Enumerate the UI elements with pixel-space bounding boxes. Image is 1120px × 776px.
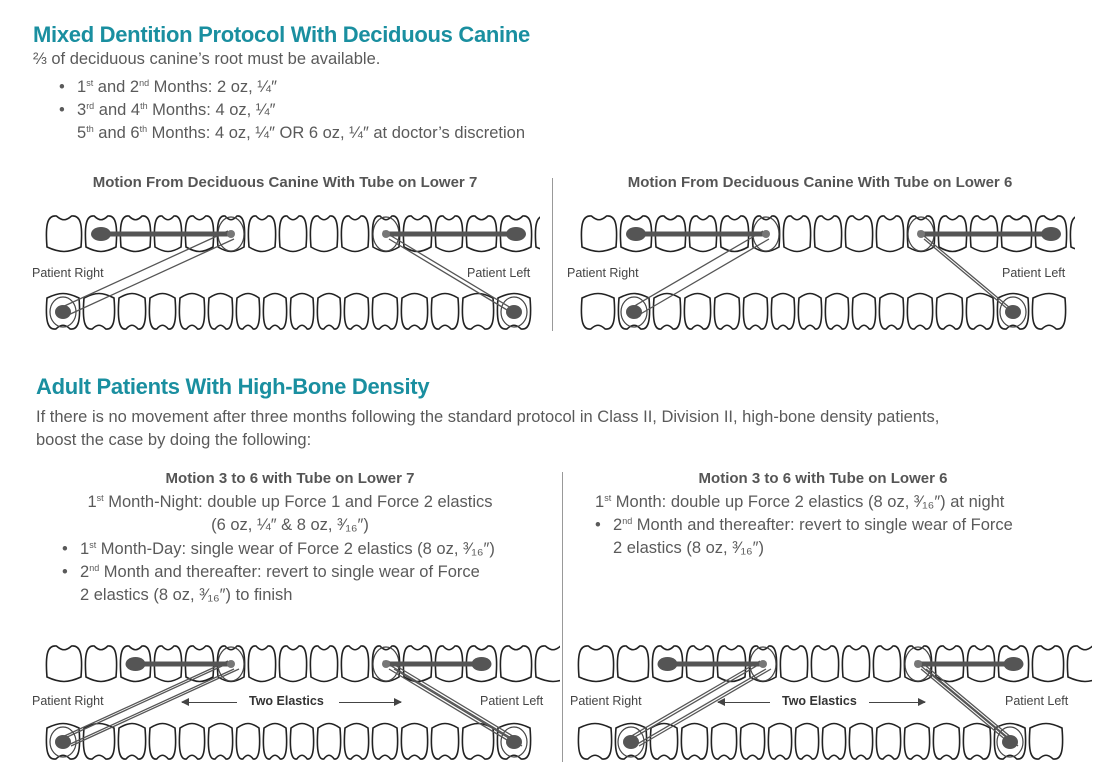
tooth bbox=[310, 216, 337, 252]
section2-title: Adult Patients With High-Bone Density bbox=[36, 374, 430, 399]
tooth bbox=[263, 724, 286, 760]
tooth bbox=[46, 216, 81, 252]
tube-hook bbox=[623, 735, 639, 749]
tooth-arch bbox=[46, 216, 540, 329]
tooth bbox=[740, 724, 764, 760]
tooth bbox=[118, 294, 145, 330]
tooth bbox=[842, 646, 869, 682]
tube-hook bbox=[506, 735, 522, 749]
bracket-tube bbox=[658, 657, 678, 671]
canine-hook bbox=[227, 660, 235, 668]
two-elastics-label: Two Elastics bbox=[249, 694, 324, 708]
tooth bbox=[963, 724, 990, 760]
tooth bbox=[1070, 216, 1075, 252]
section1-title: Mixed Dentition Protocol With Deciduous Canine bbox=[33, 22, 530, 47]
tooth bbox=[933, 724, 959, 760]
bracket-tube bbox=[506, 227, 526, 241]
tooth bbox=[535, 216, 540, 252]
tooth bbox=[317, 294, 340, 330]
section2-divider bbox=[562, 472, 563, 762]
list-item: 2 elastics (8 oz, ³⁄₁₆″) to finish bbox=[80, 586, 293, 604]
tooth bbox=[401, 294, 427, 330]
bracket-tube bbox=[1004, 657, 1024, 671]
tooth-arch bbox=[581, 216, 1075, 329]
diagram4-heading: Motion 3 to 6 with Tube on Lower 6 bbox=[698, 470, 948, 487]
arrow-left-icon bbox=[718, 702, 770, 703]
diagram1-heading: Motion From Deciduous Canine With Tube on Lower 7 bbox=[92, 174, 478, 191]
arrow-right-icon bbox=[339, 702, 401, 703]
tooth bbox=[279, 646, 306, 682]
tooth bbox=[500, 646, 531, 682]
right-bullet-list bbox=[593, 514, 1013, 560]
tooth bbox=[431, 724, 458, 760]
tooth bbox=[341, 216, 368, 252]
tooth bbox=[208, 294, 232, 330]
tube-hook bbox=[1002, 735, 1018, 749]
bracket-tube bbox=[472, 657, 492, 671]
arrow-left-icon bbox=[182, 702, 237, 703]
tube-hook bbox=[55, 735, 71, 749]
diagram3-heading: Motion 3 to 6 with Tube on Lower 7 bbox=[165, 470, 415, 487]
bracket-tube bbox=[626, 227, 646, 241]
tooth bbox=[822, 724, 845, 760]
list-item: • 3rd and 4th Months: 4 oz, ¼″ bbox=[57, 99, 525, 122]
tooth bbox=[118, 724, 145, 760]
tooth bbox=[966, 294, 993, 330]
tooth bbox=[811, 646, 838, 682]
list-item: • 1st Month-Day: single wear of Force 2 elastics (8 oz, ³⁄₁₆″) bbox=[60, 538, 495, 561]
tooth bbox=[149, 294, 175, 330]
tooth bbox=[248, 216, 275, 252]
canine-hook bbox=[382, 660, 390, 668]
tooth bbox=[179, 294, 204, 330]
tooth bbox=[401, 724, 427, 760]
tooth bbox=[341, 646, 368, 682]
section1-intro: ⅔ of deciduous canine’s root must be available. bbox=[33, 50, 381, 68]
tooth-diagram-lower7 bbox=[40, 210, 540, 335]
canine-hook bbox=[762, 230, 770, 238]
section2-intro-line1: If there is no movement after three months following the standard protocol in Class II, Division II, high-bone density patients, bbox=[36, 408, 940, 426]
right-line1: 1st Month: double up Force 2 elastics (8 oz, ³⁄₁₆″) at night bbox=[595, 493, 1005, 511]
tooth bbox=[46, 646, 81, 682]
tooth bbox=[879, 294, 903, 330]
left-line2: (6 oz, ¼″ & 8 oz, ³⁄₁₆″) bbox=[211, 516, 369, 534]
tooth bbox=[578, 646, 613, 682]
canine-hook bbox=[759, 660, 767, 668]
tooth bbox=[578, 724, 611, 760]
tooth bbox=[290, 724, 313, 760]
tooth bbox=[798, 294, 821, 330]
tooth bbox=[310, 646, 337, 682]
bracket-tube bbox=[126, 657, 146, 671]
list-item: • 2nd Month and thereafter: revert to single wear of Force bbox=[60, 561, 495, 584]
tooth bbox=[372, 294, 397, 330]
left-line1: 1st Month-Night: double up Force 1 and Force 2 elastics bbox=[87, 493, 493, 511]
tooth bbox=[743, 294, 767, 330]
tooth bbox=[783, 216, 810, 252]
tooth bbox=[208, 724, 232, 760]
tooth bbox=[617, 646, 648, 682]
tooth bbox=[85, 646, 116, 682]
tooth bbox=[581, 294, 614, 330]
tooth bbox=[795, 724, 818, 760]
canine-hook bbox=[917, 230, 925, 238]
tooth-diagram-lower6 bbox=[575, 210, 1075, 335]
tooth bbox=[279, 216, 306, 252]
tooth bbox=[714, 294, 739, 330]
tooth bbox=[372, 724, 397, 760]
tooth bbox=[431, 294, 458, 330]
tooth bbox=[876, 724, 900, 760]
tooth bbox=[771, 294, 794, 330]
tube-hook bbox=[55, 305, 71, 319]
patient-right-label: Patient Right bbox=[567, 266, 639, 280]
tooth bbox=[814, 216, 841, 252]
tooth bbox=[344, 294, 368, 330]
tooth bbox=[825, 294, 848, 330]
diagram2-heading: Motion From Deciduous Canine With Tube on Lower 6 bbox=[627, 174, 1013, 191]
tooth bbox=[907, 294, 932, 330]
tooth bbox=[873, 646, 900, 682]
tooth bbox=[876, 216, 903, 252]
tooth bbox=[248, 646, 275, 682]
tooth bbox=[852, 294, 875, 330]
tooth bbox=[317, 724, 340, 760]
tooth bbox=[236, 724, 259, 760]
list-item: • 1st and 2nd Months: 2 oz, ¼″ bbox=[57, 76, 525, 99]
patient-left-label: Patient Left bbox=[1005, 694, 1069, 708]
bracket-tube bbox=[1041, 227, 1061, 241]
patient-left-label: Patient Left bbox=[1002, 266, 1066, 280]
tooth bbox=[1032, 646, 1063, 682]
canine-hook bbox=[914, 660, 922, 668]
tooth bbox=[263, 294, 286, 330]
tooth bbox=[236, 294, 259, 330]
section1-bullet-list bbox=[57, 76, 525, 145]
tooth bbox=[179, 724, 204, 760]
tooth bbox=[1067, 646, 1092, 682]
tooth bbox=[684, 294, 710, 330]
two-elastics-label: Two Elastics bbox=[782, 694, 857, 708]
section2-intro-line2: boost the case by doing the following: bbox=[36, 431, 312, 449]
left-bullet-list bbox=[60, 538, 495, 607]
tube-hook bbox=[1005, 305, 1021, 319]
tooth bbox=[1032, 294, 1065, 330]
section1-divider bbox=[552, 178, 553, 331]
tooth bbox=[581, 216, 616, 252]
tooth bbox=[149, 724, 175, 760]
tooth bbox=[780, 646, 807, 682]
tube-hook bbox=[626, 305, 642, 319]
tooth bbox=[904, 724, 929, 760]
list-item: • 2nd Month and thereafter: revert to single wear of Force bbox=[593, 514, 1013, 537]
canine-hook bbox=[227, 230, 235, 238]
canine-hook bbox=[382, 230, 390, 238]
tooth bbox=[849, 724, 872, 760]
bracket-tube bbox=[91, 227, 111, 241]
tooth bbox=[711, 724, 736, 760]
patient-right-label: Patient Right bbox=[32, 266, 104, 280]
tooth bbox=[344, 724, 368, 760]
patient-right-label: Patient Right bbox=[570, 694, 642, 708]
patient-left-label: Patient Left bbox=[467, 266, 531, 280]
tooth bbox=[681, 724, 707, 760]
tooth bbox=[535, 646, 560, 682]
tooth bbox=[845, 216, 872, 252]
tooth bbox=[1029, 724, 1062, 760]
tooth bbox=[83, 294, 114, 330]
arrow-right-icon bbox=[869, 702, 925, 703]
tooth bbox=[936, 294, 962, 330]
tooth bbox=[290, 294, 313, 330]
list-item: 2 elastics (8 oz, ³⁄₁₆″) bbox=[613, 539, 765, 557]
list-item: 5th and 6th Months: 4 oz, ¼″ OR 6 oz, ¼″ at doctor’s discretion bbox=[77, 124, 526, 142]
patient-right-label: Patient Right bbox=[32, 694, 104, 708]
tooth bbox=[768, 724, 791, 760]
patient-left-label: Patient Left bbox=[480, 694, 544, 708]
tube-hook bbox=[506, 305, 522, 319]
